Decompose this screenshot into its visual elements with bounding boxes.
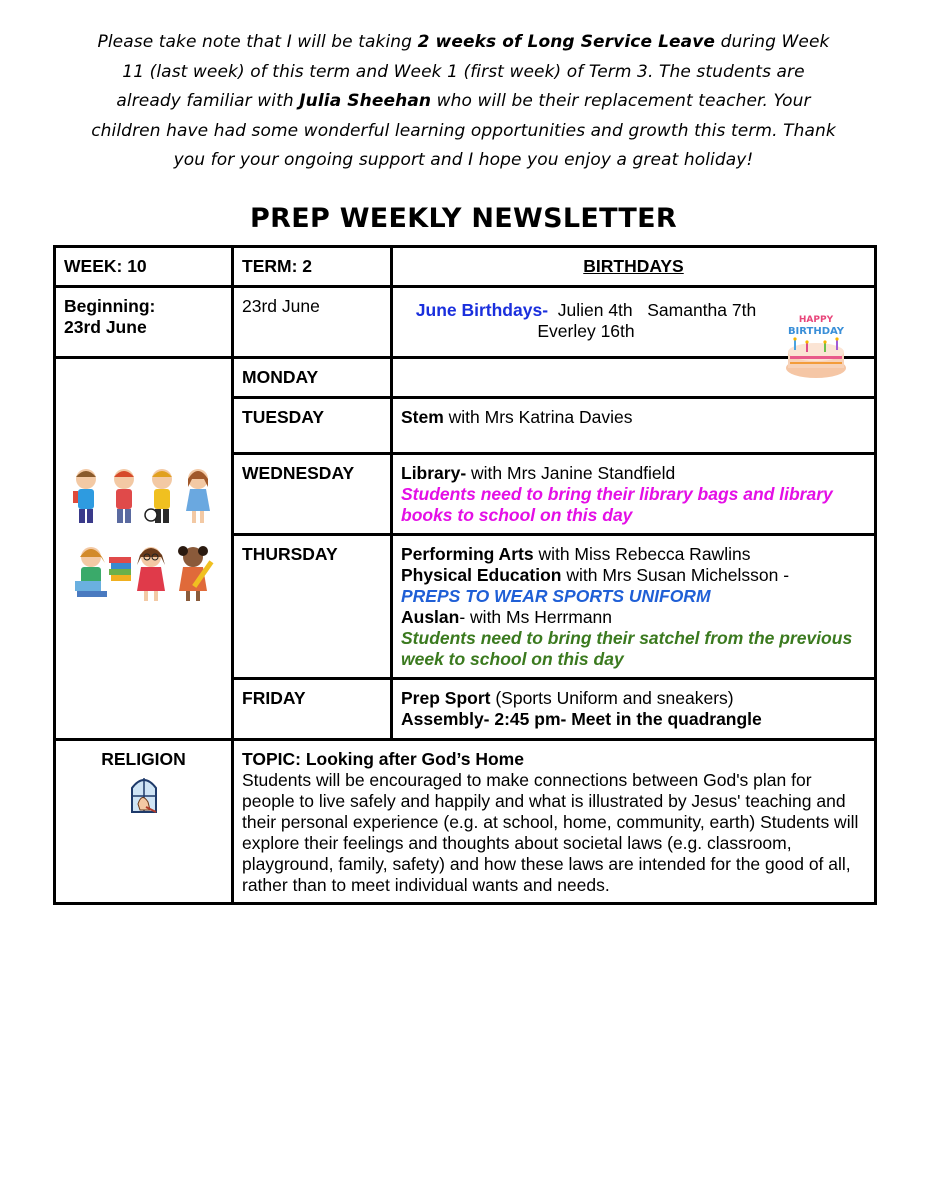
religion-body: Students will be encouraged to make connections between God's plan for people to live safely and happily and what is illustrated by Jesus' teaching and their personal experience (e.g. at school, home, community, earth) Students will explore their feelings and thoughts about societal laws (e.g. classroom, playground, family, safety) and how these laws are intended for the good of all, rather than to meet individual wants and needs. (242, 770, 859, 895)
thursday-subject-1: Performing Arts (401, 544, 534, 564)
monday-label: MONDAY (233, 358, 392, 398)
thursday-teacher-1: with Miss Rebecca Rawlins (533, 544, 751, 564)
birthday-cake-icon (784, 310, 848, 382)
beginning-cell (55, 287, 233, 358)
term-cell: TERM: 2 (233, 247, 392, 287)
friday-detail: (Sports Uniform and sneakers) (490, 688, 734, 708)
svg-text:BIRTHDAY: BIRTHDAY (787, 326, 845, 337)
thursday-subject-3: Auslan (401, 607, 460, 627)
friday-label: FRIDAY (233, 679, 392, 740)
thursday-content (392, 535, 876, 679)
wednesday-label: WEDNESDAY (233, 454, 392, 535)
header-row (55, 247, 876, 287)
page-title: PREP WEEKLY NEWSLETTER (250, 203, 677, 234)
religion-topic: TOPIC: Looking after God’s Home (242, 749, 524, 769)
thursday-teacher-2: with Mrs Susan Michelsson - (561, 565, 790, 585)
intro-text-3: who will be their replacement teacher. Your children have had some wonderful learning opportunities and growth this term. Thank you for your ongoing support and I hope you enjoy a great holiday! (91, 91, 836, 170)
tuesday-subject: Stem (401, 407, 444, 427)
satchel-note: Students need to bring their satchel from the previous week to school on this day (401, 628, 853, 669)
thursday-subject-2: Physical Education (401, 565, 562, 585)
thursday-label: THURSDAY (233, 535, 392, 679)
tuesday-label: TUESDAY (233, 398, 392, 454)
religion-cell (55, 740, 233, 904)
svg-text:HAPPY: HAPPY (798, 315, 834, 325)
kids-cell (55, 358, 233, 740)
wednesday-subject: Library- (401, 463, 467, 483)
intro-text-2: during Week 11 (last week) of this term and Week 1 (first week) of Term 3. The students are already familiar with (116, 32, 830, 111)
children-illustration (71, 467, 221, 617)
library-note: Students need to bring their library bags and library books to school on this day (401, 484, 833, 525)
beginning-row (55, 287, 876, 358)
tuesday-content (392, 398, 876, 454)
birthdays-heading-cell (392, 247, 876, 287)
intro-leave-bold: 2 weeks of Long Service Leave (417, 32, 716, 52)
june-birthdays-label: June Birthdays- (415, 300, 549, 320)
term-date-cell: 23rd June (233, 287, 392, 358)
thursday-teacher-3: - with Ms Herrmann (459, 607, 613, 627)
religion-row (55, 740, 876, 904)
friday-subject: Prep Sport (401, 688, 491, 708)
monday-row (55, 358, 876, 398)
birthdays-heading: BIRTHDAYS (583, 256, 684, 276)
beginning-label: Beginning: (64, 296, 156, 316)
praying-window-icon (126, 774, 162, 814)
wednesday-teacher: with Mrs Janine Standfield (466, 463, 676, 483)
intro-teacher-bold: Julia Sheehan (299, 91, 432, 111)
birthdays-list (401, 300, 771, 342)
religion-label: RELIGION (101, 749, 186, 769)
intro-text-1: Please take note that I will be taking (97, 32, 418, 52)
week-cell: WEEK: 10 (55, 247, 233, 287)
birthdays-line-2: Everley 16th (537, 321, 635, 341)
birthdays-line-1: Julien 4th Samantha 7th (548, 300, 757, 320)
assembly-line: Assembly- 2:45 pm- Meet in the quadrangle (401, 709, 762, 729)
sports-uniform-note: PREPS TO WEAR SPORTS UNIFORM (401, 586, 711, 606)
friday-content (392, 679, 876, 740)
wednesday-content (392, 454, 876, 535)
newsletter-table (53, 245, 877, 905)
intro-note (90, 28, 837, 176)
tuesday-teacher: with Mrs Katrina Davies (443, 407, 633, 427)
birthdays-cell (392, 287, 876, 358)
beginning-date: 23rd June (64, 317, 147, 337)
religion-content (233, 740, 876, 904)
